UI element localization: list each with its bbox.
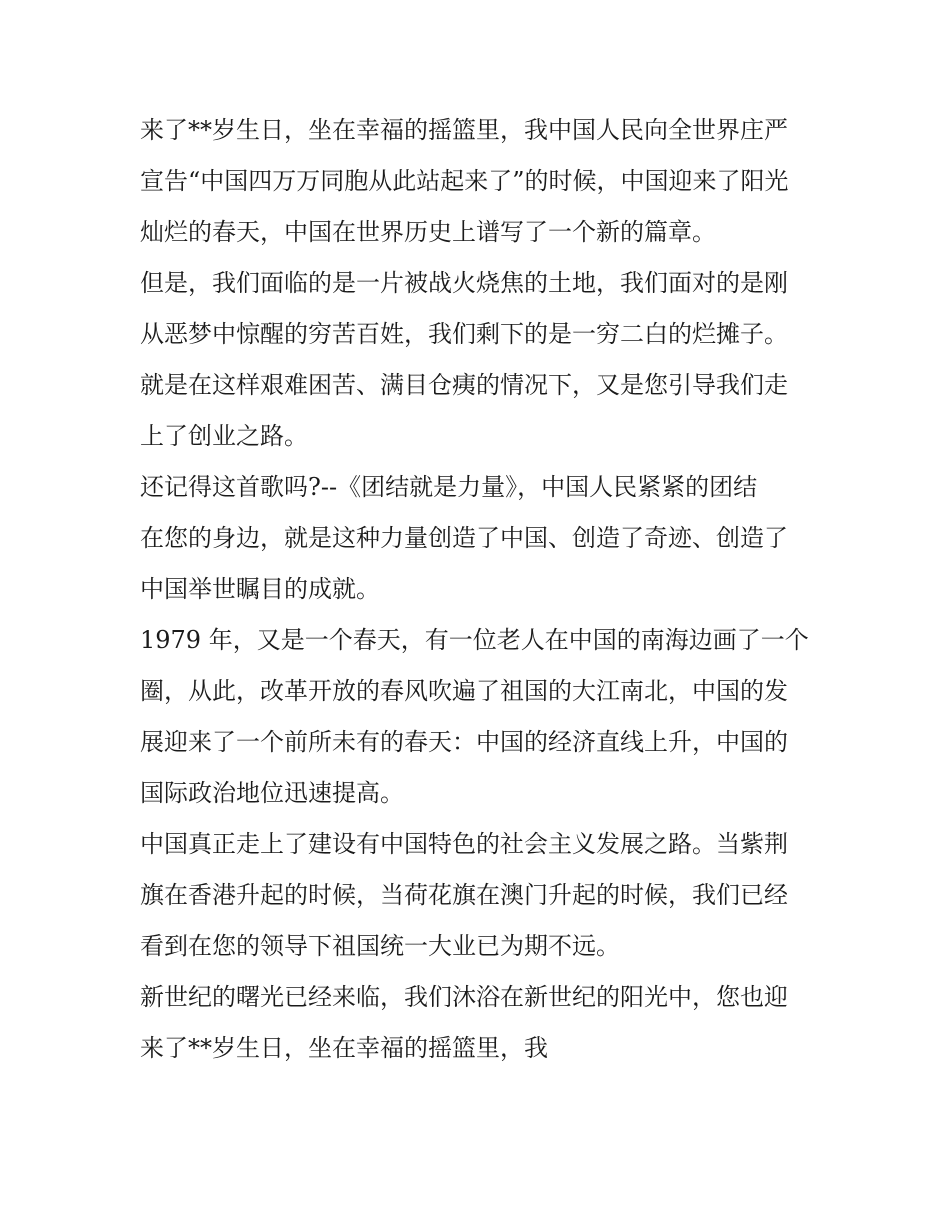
body-text (140, 108, 820, 1077)
text-line: 展迎来了一个前所未有的春天：中国的经济直线上升，中国的 (140, 728, 788, 756)
text-line: 中国举世瞩目的成就。 (140, 575, 380, 603)
text-line: 旗在香港升起的时候，当荷花旗在澳门升起的时候，我们已经 (140, 881, 788, 909)
text-line: 看到在您的领导下祖国统一大业已为期不远。 (140, 932, 620, 960)
text-line: 新世纪的曙光已经来临，我们沐浴在新世纪的阳光中，您也迎 (140, 983, 788, 1011)
text-line: 但是，我们面临的是一片被战火烧焦的土地，我们面对的是刚 (140, 269, 788, 297)
text-line: 还记得这首歌吗?--《团结就是力量》，中国人民紧紧的团结 (140, 473, 758, 501)
text-line: 来了**岁生日，坐在幸福的摇篮里，我中国人民向全世界庄严 (140, 116, 788, 144)
text-line: 圈，从此，改革开放的春风吹遍了祖国的大江南北，中国的发 (140, 677, 788, 705)
text-line: 从恶梦中惊醒的穷苦百姓，我们剩下的是一穷二白的烂摊子。 (140, 320, 788, 348)
text-line: 来了**岁生日，坐在幸福的摇篮里，我 (140, 1034, 548, 1062)
text-line: 上了创业之路。 (140, 422, 308, 450)
text-line: 就是在这样艰难困苦、满目仓痍的情况下，又是您引导我们走 (140, 371, 788, 399)
text-line: 1979 年，又是一个春天，有一位老人在中国的南海边画了一个 (140, 626, 809, 654)
text-line: 在您的身边，就是这种力量创造了中国、创造了奇迹、创造了 (140, 524, 788, 552)
text-line: 中国真正走上了建设有中国特色的社会主义发展之路。当紫荆 (140, 830, 788, 858)
text-line: 灿烂的春天，中国在世界历史上谱写了一个新的篇章。 (140, 218, 716, 246)
text-line: 国际政治地位迅速提高。 (140, 779, 404, 807)
text-line: 宣告“中国四万万同胞从此站起来了”的时候，中国迎来了阳光 (140, 167, 789, 195)
